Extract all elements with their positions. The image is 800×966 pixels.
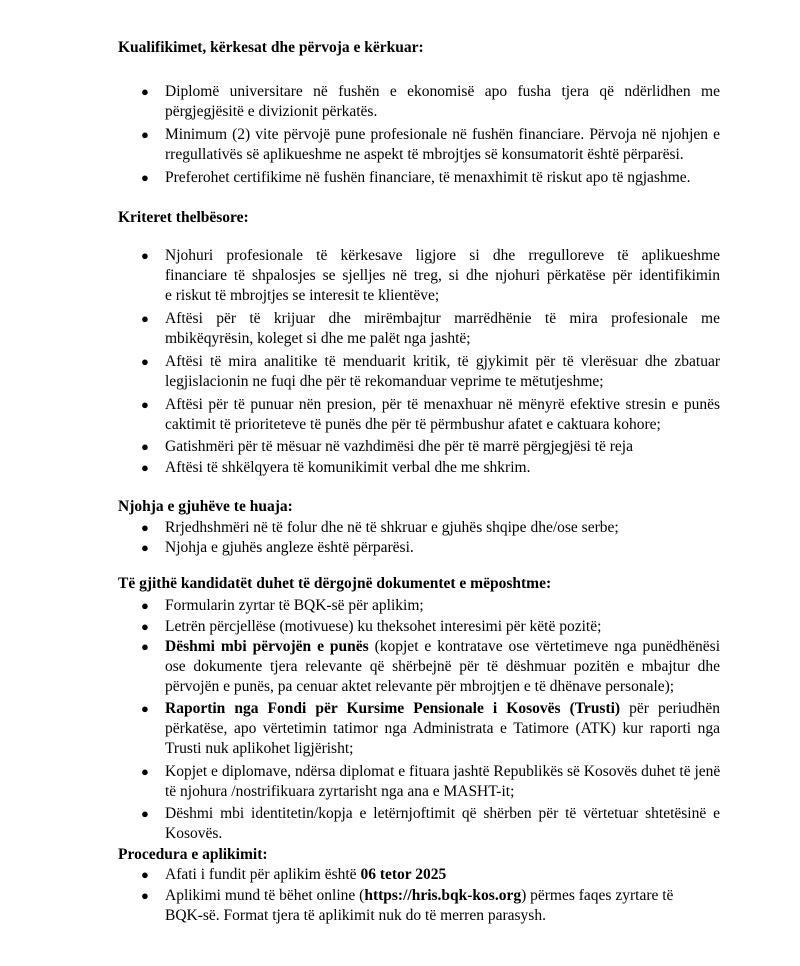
list-item — [141, 886, 720, 926]
bullet-icon: ● — [141, 867, 149, 882]
list-item — [141, 538, 720, 558]
line: ose dokumente tjera relevante që shërbejnë për të dëshmuar pozitën e mbajtur dhe — [165, 658, 720, 675]
list-item — [141, 437, 720, 457]
deadline-date: 06 tetor 2025 — [360, 866, 447, 883]
application-link[interactable]: https://hris.bqk-kos.org — [364, 887, 522, 904]
line: Aftësi të shkëlqyera të komunikimit verbal dhe me shkrim. — [165, 459, 531, 476]
bullet-icon: ● — [141, 311, 149, 326]
list-item — [141, 596, 720, 616]
list-item — [141, 865, 720, 885]
section-title-languages: Njohja e gjuhëve te huaja: — [118, 498, 293, 515]
line: Kopjet e diplomave, ndërsa diplomat e fituara jashtë Republikës së Kosovës duhet të jenë — [165, 763, 721, 780]
list-item — [141, 82, 720, 122]
bold-label: Dëshmi mbi përvojën e punës — [165, 638, 369, 655]
line: Aftësi për të punuar nën presion, për të menaxhuar në mënyrë efektive stresin e punës — [165, 396, 720, 413]
list-item — [141, 637, 720, 697]
list-item — [141, 518, 720, 538]
list-item — [141, 125, 720, 165]
line-text: ) përmes faqes zyrtare të — [521, 887, 674, 904]
bullet-icon: ● — [141, 701, 149, 716]
line: Formularin zyrtar të BQK-së për aplikim; — [165, 597, 424, 614]
bullet-icon: ● — [141, 639, 149, 654]
line: Kosovës. — [165, 825, 223, 842]
line: Preferohet certifikime në fushën financiare, të menaxhimit të riskut apo të ngjashme. — [165, 169, 691, 186]
line: të njohura /nostrifikuara zyrtarisht nga ana e MASHT-it; — [165, 783, 515, 800]
bullet-icon: ● — [141, 619, 149, 634]
bullet-icon: ● — [141, 598, 149, 613]
section-title-procedure: Procedura e aplikimit: — [118, 846, 268, 863]
list-item — [141, 699, 720, 759]
line — [165, 865, 720, 885]
list-item — [141, 617, 720, 637]
line: Aftësi të mira analitike të menduarit kritik, të gjykimit për të vlerësuar dhe zbatuar — [165, 353, 720, 370]
line: Minimum (2) vite përvojë pune profesionale në fushën financiare. Përvoja në njohjen e — [165, 126, 720, 143]
line: përgjegjësitë e divizionit përkatës. — [165, 103, 378, 120]
list-item — [141, 246, 720, 306]
line-text: Aplikimi mund të bëhet online ( — [165, 887, 365, 904]
list-item — [141, 352, 720, 392]
line-text: për periudhën — [620, 700, 720, 717]
list-item — [141, 309, 720, 349]
bullet-icon: ● — [141, 520, 149, 535]
bullet-icon: ● — [141, 764, 149, 779]
bullet-icon: ● — [141, 439, 149, 454]
bullet-icon: ● — [141, 888, 149, 903]
line: Diplomë universitare në fushën e ekonomisë apo fusha tjera që ndërlidhen me — [165, 83, 720, 100]
line: Njohja e gjuhës angleze është përparësi. — [165, 539, 414, 556]
list-item — [141, 762, 720, 802]
deadline-text: Afati i fundit për aplikim është — [165, 866, 361, 883]
line: caktimit të prioriteteve të punës dhe për të përmbushur afatet e caktuara kohore; — [165, 416, 661, 433]
line: përkatëse, apo vërtetimin tatimor nga Administrata e Tatimore (ATK) kur raporti nga — [165, 720, 720, 737]
section-title-qualifications: Kualifikimet, kërkesat dhe përvoja e kërkuar: — [118, 39, 424, 56]
line: Trusti nuk aplikohet ligjërisht; — [165, 740, 354, 757]
line-text: (kopjet e kontratave ose vërtetimeve nga punëdhënësi — [368, 638, 720, 655]
line: përvojën e punës, pa cenuar aktet relevante për mbrojtjen e të dhënave personale); — [165, 678, 675, 695]
line: Rrjedhshmëri në të folur dhe në të shkruar e gjuhës shqipe dhe/ose serbe; — [165, 519, 619, 536]
section-title-core-criteria: Kriteret thelbësore: — [118, 209, 249, 226]
line: rregullativës së aplikueshme ne aspekt të mbrojtjes së konsumatorit është përparësi. — [165, 146, 684, 163]
line — [165, 699, 720, 719]
bullet-icon: ● — [141, 354, 149, 369]
line: Letrën përcjellëse (motivuese) ku theksohet interesimi për këtë pozitë; — [165, 618, 602, 635]
bullet-icon: ● — [141, 540, 149, 555]
bullet-icon: ● — [141, 397, 149, 412]
line: Njohuri profesionale të kërkesave ligjore si dhe rregulloreve të aplikueshme — [165, 247, 720, 264]
line: legjislacionin ne fuqi dhe për të rekomanduar veprime te mëtutjeshme; — [165, 373, 604, 390]
line — [165, 886, 720, 906]
line: mbikëqyrësin, koleget si dhe me palët nga jashtë; — [165, 330, 471, 347]
bullet-icon: ● — [141, 806, 149, 821]
list-item — [141, 458, 720, 478]
line — [165, 637, 720, 657]
bullet-icon: ● — [141, 248, 149, 263]
list-item — [141, 804, 720, 844]
line: Gatishmëri për të mësuar në vazhdimësi dhe për të marrë përgjegjësi të reja — [165, 438, 633, 455]
list-item — [141, 168, 720, 188]
line: financiare të shpalosjes se sjelljes në treg, si dhe njohuri përkatëse për identifikimin — [165, 267, 720, 284]
bullet-icon: ● — [141, 170, 149, 185]
bold-label: Raportin nga Fondi për Kursime Pensionale i Kosovës (Trusti) — [165, 700, 621, 717]
line: BQK-së. Format tjera të aplikimit nuk do të merren parasysh. — [165, 907, 546, 924]
bullet-icon: ● — [141, 460, 149, 475]
bullet-icon: ● — [141, 84, 149, 99]
section-title-documents: Të gjithë kandidatët duhet të dërgojnë dokumentet e mëposhtme: — [118, 575, 552, 592]
bullet-icon: ● — [141, 127, 149, 142]
line: Aftësi për të krijuar dhe mirëmbajtur marrëdhënie të mira profesionale me — [165, 310, 720, 327]
list-item — [141, 395, 720, 435]
line: Dëshmi mbi identitetin/kopja e letërnjoftimit që shërben për të vërtetuar shtetësinë e — [165, 805, 720, 822]
line: e riskut të mbrojtjes se interesit te klientëve; — [165, 287, 440, 304]
